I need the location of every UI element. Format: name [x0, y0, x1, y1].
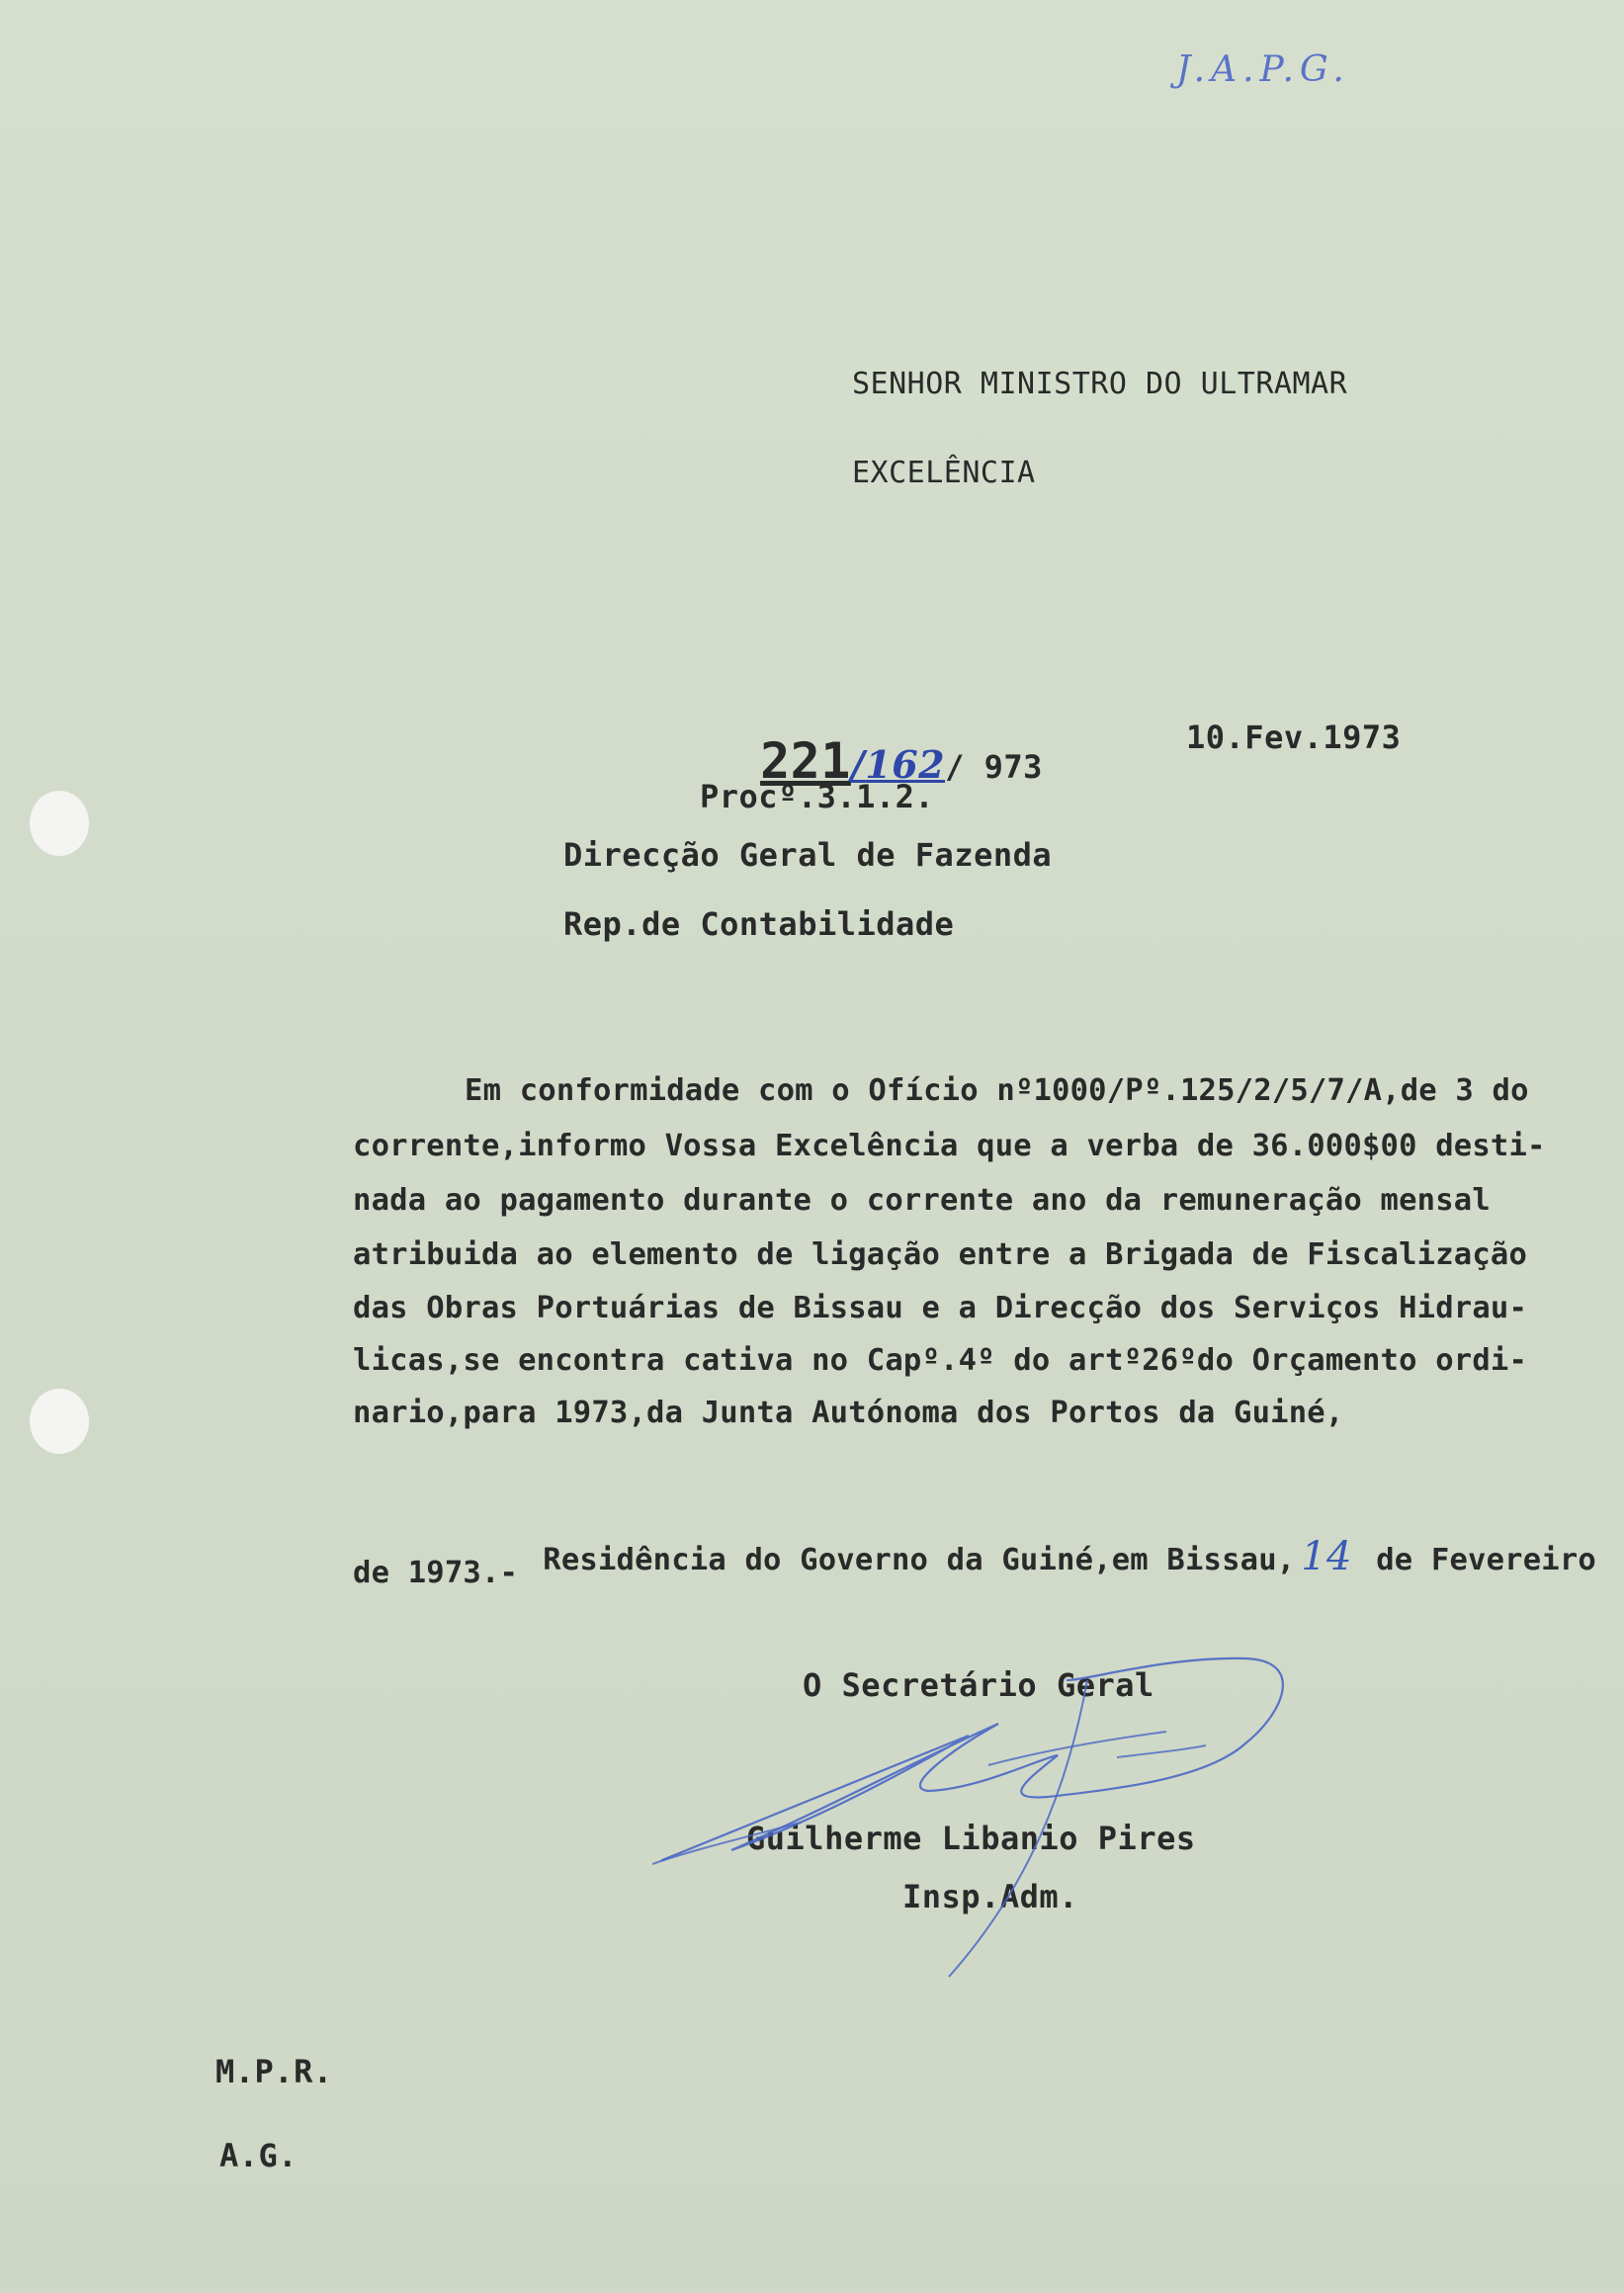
signatory-name: Guilherme Libanio Pires [746, 1820, 1196, 1857]
body-line-6: licas,se encontra cativa no Capº.4º do artº26ºdo Orçamento ordi- [353, 1343, 1528, 1378]
punch-hole-top [30, 791, 89, 856]
body-line-4: atribuida ao elemento de ligação entre a Brigada de Fiscalização [353, 1237, 1528, 1272]
body-line-7: nario,para 1973,da Junta Autónoma dos Portos da Guiné, [353, 1396, 1344, 1430]
body-line-2: corrente,informo Vossa Excelência que a verba de 36.000$00 desti- [353, 1129, 1546, 1163]
process-number: Procº.3.1.2. [700, 778, 935, 815]
section-name: Rep.de Contabilidade [563, 905, 955, 943]
signature-title: O Secretário Geral [803, 1666, 1154, 1704]
department-name: Direcção Geral de Fazenda [563, 836, 1053, 874]
handwritten-annotation: J.A.P.G. [1176, 49, 1350, 90]
addressee-line-2: EXCELÊNCIA [852, 456, 1036, 490]
body-line-3: nada ao pagamento durante o corrente ano da remuneração mensal [353, 1183, 1491, 1218]
footer-initials-2: A.G. [219, 2137, 299, 2174]
closing-place: Residência do Governo da Guiné,em Bissau, [543, 1543, 1296, 1577]
signatory-role: Insp.Adm. [902, 1878, 1078, 1915]
reference-year: / 973 [945, 748, 1043, 786]
handwritten-reference-number: /162 [850, 742, 946, 787]
body-line-1: Em conformidade com o Ofício nº1000/Pº.125/2/5/7/A,de 3 do [465, 1073, 1529, 1108]
addressee-line-1: SENHOR MINISTRO DO ULTRAMAR [852, 367, 1348, 401]
reference-date: 10.Fev.1973 [1186, 719, 1402, 756]
punch-hole-bottom [30, 1389, 89, 1454]
reference-number: 221 [760, 732, 851, 790]
handwritten-day: 14 [1301, 1534, 1352, 1579]
closing-line-1 [470, 1497, 1596, 1620]
footer-initials-1: M.P.R. [215, 2053, 333, 2090]
closing-month: de Fevereiro [1357, 1543, 1596, 1577]
handwritten-signature [652, 1641, 1325, 1996]
closing-line-2: de 1973.- [353, 1556, 519, 1590]
body-line-5: das Obras Portuárias de Bissau e a Direcção dos Serviços Hidrau- [353, 1291, 1528, 1325]
